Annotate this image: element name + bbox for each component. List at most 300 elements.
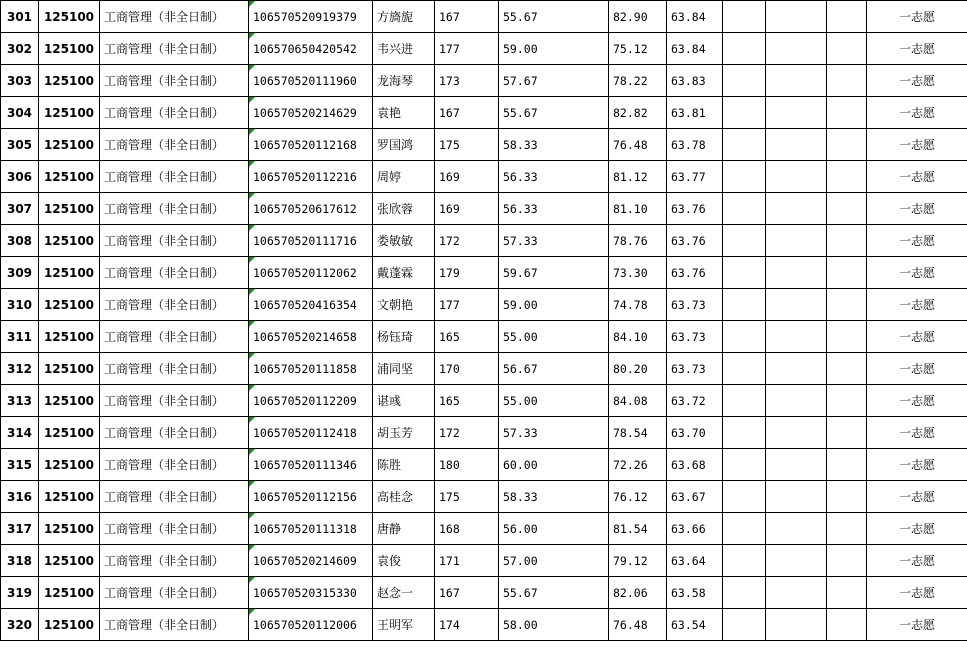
student-name-cell[interactable]: 文朝艳 bbox=[373, 289, 435, 321]
student-name-cell[interactable]: 韦兴进 bbox=[373, 33, 435, 65]
empty-cell[interactable] bbox=[827, 193, 867, 225]
initial-score-cell[interactable]: 179 bbox=[435, 257, 499, 289]
major-name-cell[interactable]: 工商管理（非全日制） bbox=[100, 1, 249, 33]
row-index-cell[interactable]: 304 bbox=[1, 97, 39, 129]
total-score-cell[interactable]: 63.77 bbox=[667, 161, 723, 193]
candidate-id-cell[interactable] bbox=[249, 321, 373, 353]
initial-score-cell[interactable]: 165 bbox=[435, 321, 499, 353]
converted-score-cell[interactable]: 58.00 bbox=[499, 609, 609, 641]
empty-cell[interactable] bbox=[827, 1, 867, 33]
empty-cell[interactable] bbox=[766, 193, 827, 225]
row-index-cell[interactable]: 315 bbox=[1, 449, 39, 481]
converted-score-cell[interactable]: 55.67 bbox=[499, 577, 609, 609]
candidate-id-cell[interactable] bbox=[249, 385, 373, 417]
empty-cell[interactable] bbox=[723, 1, 766, 33]
total-score-cell[interactable]: 63.76 bbox=[667, 193, 723, 225]
initial-score-cell[interactable]: 174 bbox=[435, 609, 499, 641]
major-name-cell[interactable]: 工商管理（非全日制） bbox=[100, 417, 249, 449]
retest-score-cell[interactable]: 79.12 bbox=[609, 545, 667, 577]
total-score-cell[interactable]: 63.78 bbox=[667, 129, 723, 161]
row-index-cell[interactable]: 301 bbox=[1, 1, 39, 33]
empty-cell[interactable] bbox=[766, 129, 827, 161]
initial-score-cell[interactable]: 172 bbox=[435, 225, 499, 257]
initial-score-cell[interactable]: 180 bbox=[435, 449, 499, 481]
empty-cell[interactable] bbox=[766, 97, 827, 129]
empty-cell[interactable] bbox=[766, 65, 827, 97]
major-code-cell[interactable]: 125100 bbox=[39, 33, 100, 65]
empty-cell[interactable] bbox=[827, 449, 867, 481]
preference-cell[interactable]: 一志愿 bbox=[867, 225, 967, 257]
major-name-cell[interactable]: 工商管理（非全日制） bbox=[100, 449, 249, 481]
preference-cell[interactable]: 一志愿 bbox=[867, 577, 967, 609]
converted-score-cell[interactable]: 57.33 bbox=[499, 225, 609, 257]
initial-score-cell[interactable]: 173 bbox=[435, 65, 499, 97]
total-score-cell[interactable]: 63.64 bbox=[667, 545, 723, 577]
text-format-indicator-icon bbox=[249, 321, 255, 327]
empty-cell[interactable] bbox=[766, 481, 827, 513]
preference-cell[interactable]: 一志愿 bbox=[867, 65, 967, 97]
empty-cell[interactable] bbox=[723, 609, 766, 641]
preference-cell[interactable]: 一志愿 bbox=[867, 609, 967, 641]
table-row bbox=[1, 257, 967, 289]
empty-cell[interactable] bbox=[766, 33, 827, 65]
empty-cell[interactable] bbox=[723, 321, 766, 353]
major-name-cell[interactable]: 工商管理（非全日制） bbox=[100, 353, 249, 385]
candidate-id-text: 106570520214629 bbox=[253, 105, 357, 120]
empty-cell[interactable] bbox=[723, 545, 766, 577]
empty-cell[interactable] bbox=[766, 225, 827, 257]
major-name-cell[interactable]: 工商管理（非全日制） bbox=[100, 161, 249, 193]
candidate-id-cell[interactable] bbox=[249, 449, 373, 481]
major-code-cell[interactable]: 125100 bbox=[39, 609, 100, 641]
retest-score-cell[interactable]: 73.30 bbox=[609, 257, 667, 289]
student-name-cell[interactable]: 娄敏敏 bbox=[373, 225, 435, 257]
total-score-cell[interactable]: 63.76 bbox=[667, 225, 723, 257]
preference-cell[interactable]: 一志愿 bbox=[867, 321, 967, 353]
total-score-cell[interactable]: 63.66 bbox=[667, 513, 723, 545]
initial-score-cell[interactable]: 172 bbox=[435, 417, 499, 449]
converted-score-cell[interactable]: 55.67 bbox=[499, 1, 609, 33]
total-score-cell[interactable]: 63.68 bbox=[667, 449, 723, 481]
text-format-indicator-icon bbox=[249, 385, 255, 391]
initial-score-cell[interactable]: 177 bbox=[435, 289, 499, 321]
retest-score-cell[interactable]: 80.20 bbox=[609, 353, 667, 385]
table-row bbox=[1, 513, 967, 545]
retest-score-cell[interactable]: 82.90 bbox=[609, 1, 667, 33]
student-name-cell[interactable]: 浦同坚 bbox=[373, 353, 435, 385]
empty-cell[interactable] bbox=[766, 385, 827, 417]
initial-score-cell[interactable]: 169 bbox=[435, 161, 499, 193]
candidate-id-cell[interactable] bbox=[249, 257, 373, 289]
text-format-indicator-icon bbox=[249, 225, 255, 231]
retest-score-cell[interactable]: 78.76 bbox=[609, 225, 667, 257]
empty-cell[interactable] bbox=[723, 161, 766, 193]
empty-cell[interactable] bbox=[827, 513, 867, 545]
candidate-id-cell[interactable] bbox=[249, 193, 373, 225]
candidate-id-cell[interactable] bbox=[249, 65, 373, 97]
empty-cell[interactable] bbox=[723, 449, 766, 481]
retest-score-cell[interactable]: 76.48 bbox=[609, 609, 667, 641]
candidate-id-cell[interactable] bbox=[249, 289, 373, 321]
empty-cell[interactable] bbox=[723, 481, 766, 513]
total-score-cell[interactable]: 63.58 bbox=[667, 577, 723, 609]
empty-cell[interactable] bbox=[827, 577, 867, 609]
converted-score-cell[interactable]: 56.67 bbox=[499, 353, 609, 385]
candidate-id-cell[interactable] bbox=[249, 513, 373, 545]
converted-score-cell[interactable]: 59.00 bbox=[499, 33, 609, 65]
major-name-cell[interactable]: 工商管理（非全日制） bbox=[100, 545, 249, 577]
preference-cell[interactable]: 一志愿 bbox=[867, 385, 967, 417]
student-name-cell[interactable]: 唐静 bbox=[373, 513, 435, 545]
total-score-cell[interactable]: 63.72 bbox=[667, 385, 723, 417]
table-row bbox=[1, 1, 967, 33]
retest-score-cell[interactable]: 84.10 bbox=[609, 321, 667, 353]
major-code-cell[interactable]: 125100 bbox=[39, 65, 100, 97]
empty-cell[interactable] bbox=[723, 353, 766, 385]
candidate-id-cell[interactable] bbox=[249, 353, 373, 385]
initial-score-cell[interactable]: 167 bbox=[435, 97, 499, 129]
converted-score-cell[interactable]: 56.00 bbox=[499, 513, 609, 545]
major-code-cell[interactable]: 125100 bbox=[39, 353, 100, 385]
empty-cell[interactable] bbox=[766, 321, 827, 353]
empty-cell[interactable] bbox=[723, 65, 766, 97]
empty-cell[interactable] bbox=[766, 577, 827, 609]
major-name-cell[interactable]: 工商管理（非全日制） bbox=[100, 97, 249, 129]
initial-score-cell[interactable]: 169 bbox=[435, 193, 499, 225]
major-name-cell[interactable]: 工商管理（非全日制） bbox=[100, 609, 249, 641]
empty-cell[interactable] bbox=[827, 161, 867, 193]
converted-score-cell[interactable]: 59.67 bbox=[499, 257, 609, 289]
candidate-id-text: 106570520112168 bbox=[253, 137, 357, 152]
major-name-cell[interactable]: 工商管理（非全日制） bbox=[100, 193, 249, 225]
major-code-cell[interactable]: 125100 bbox=[39, 481, 100, 513]
preference-cell[interactable]: 一志愿 bbox=[867, 513, 967, 545]
candidate-id-cell[interactable] bbox=[249, 545, 373, 577]
total-score-cell[interactable]: 63.73 bbox=[667, 353, 723, 385]
empty-cell[interactable] bbox=[827, 545, 867, 577]
retest-score-cell[interactable]: 76.48 bbox=[609, 129, 667, 161]
candidate-id-text: 106570520112418 bbox=[253, 425, 357, 440]
candidate-id-text: 106570520111716 bbox=[253, 233, 357, 248]
retest-score-cell[interactable]: 84.08 bbox=[609, 385, 667, 417]
retest-score-cell[interactable]: 81.12 bbox=[609, 161, 667, 193]
empty-cell[interactable] bbox=[827, 321, 867, 353]
empty-cell[interactable] bbox=[766, 353, 827, 385]
candidate-id-cell[interactable] bbox=[249, 33, 373, 65]
empty-cell[interactable] bbox=[827, 289, 867, 321]
empty-cell[interactable] bbox=[766, 417, 827, 449]
text-format-indicator-icon bbox=[249, 33, 255, 39]
retest-score-cell[interactable]: 78.22 bbox=[609, 65, 667, 97]
empty-cell[interactable] bbox=[766, 513, 827, 545]
total-score-cell[interactable]: 63.73 bbox=[667, 321, 723, 353]
candidate-id-text: 106570520919379 bbox=[253, 9, 357, 24]
row-index-cell[interactable]: 313 bbox=[1, 385, 39, 417]
major-code-cell[interactable]: 125100 bbox=[39, 577, 100, 609]
table-row bbox=[1, 481, 967, 513]
retest-score-cell[interactable]: 82.06 bbox=[609, 577, 667, 609]
empty-cell[interactable] bbox=[723, 97, 766, 129]
candidate-id-cell[interactable] bbox=[249, 225, 373, 257]
initial-score-cell[interactable]: 168 bbox=[435, 513, 499, 545]
major-name-cell[interactable]: 工商管理（非全日制） bbox=[100, 65, 249, 97]
converted-score-cell[interactable]: 55.00 bbox=[499, 321, 609, 353]
candidate-id-text: 106570520112156 bbox=[253, 489, 357, 504]
empty-cell[interactable] bbox=[723, 193, 766, 225]
major-code-cell[interactable]: 125100 bbox=[39, 225, 100, 257]
initial-score-cell[interactable]: 175 bbox=[435, 129, 499, 161]
total-score-cell[interactable]: 63.84 bbox=[667, 1, 723, 33]
row-index-cell[interactable]: 303 bbox=[1, 65, 39, 97]
empty-cell[interactable] bbox=[723, 577, 766, 609]
preference-cell[interactable]: 一志愿 bbox=[867, 97, 967, 129]
candidate-id-text: 106570520315330 bbox=[253, 585, 357, 600]
major-code-cell[interactable]: 125100 bbox=[39, 321, 100, 353]
major-code-cell[interactable]: 125100 bbox=[39, 97, 100, 129]
converted-score-cell[interactable]: 56.33 bbox=[499, 193, 609, 225]
table-row bbox=[1, 417, 967, 449]
student-name-cell[interactable]: 龙海琴 bbox=[373, 65, 435, 97]
major-code-cell[interactable]: 125100 bbox=[39, 513, 100, 545]
converted-score-cell[interactable]: 55.00 bbox=[499, 385, 609, 417]
major-name-cell[interactable]: 工商管理（非全日制） bbox=[100, 129, 249, 161]
major-code-cell[interactable]: 125100 bbox=[39, 417, 100, 449]
total-score-cell[interactable]: 63.84 bbox=[667, 33, 723, 65]
row-index-cell[interactable]: 308 bbox=[1, 225, 39, 257]
table-row bbox=[1, 321, 967, 353]
text-format-indicator-icon bbox=[249, 97, 255, 103]
empty-cell[interactable] bbox=[723, 33, 766, 65]
major-name-cell[interactable]: 工商管理（非全日制） bbox=[100, 513, 249, 545]
student-name-cell[interactable]: 方旖旎 bbox=[373, 1, 435, 33]
candidate-id-text: 106570520214658 bbox=[253, 329, 357, 344]
major-code-cell[interactable]: 125100 bbox=[39, 257, 100, 289]
initial-score-cell[interactable]: 167 bbox=[435, 577, 499, 609]
student-name-cell[interactable]: 罗国鸿 bbox=[373, 129, 435, 161]
empty-cell[interactable] bbox=[766, 257, 827, 289]
empty-cell[interactable] bbox=[723, 417, 766, 449]
retest-score-cell[interactable]: 75.12 bbox=[609, 33, 667, 65]
initial-score-cell[interactable]: 165 bbox=[435, 385, 499, 417]
retest-score-cell[interactable]: 81.10 bbox=[609, 193, 667, 225]
converted-score-cell[interactable]: 56.33 bbox=[499, 161, 609, 193]
total-score-cell[interactable]: 63.67 bbox=[667, 481, 723, 513]
initial-score-cell[interactable]: 175 bbox=[435, 481, 499, 513]
major-code-cell[interactable]: 125100 bbox=[39, 289, 100, 321]
row-index-cell[interactable]: 310 bbox=[1, 289, 39, 321]
student-name-cell[interactable]: 谌彧 bbox=[373, 385, 435, 417]
preference-cell[interactable]: 一志愿 bbox=[867, 545, 967, 577]
converted-score-cell[interactable]: 55.67 bbox=[499, 97, 609, 129]
candidate-id-cell[interactable] bbox=[249, 609, 373, 641]
student-name-cell[interactable]: 周婷 bbox=[373, 161, 435, 193]
row-index-cell[interactable]: 306 bbox=[1, 161, 39, 193]
major-code-cell[interactable]: 125100 bbox=[39, 385, 100, 417]
empty-cell[interactable] bbox=[827, 257, 867, 289]
preference-cell[interactable]: 一志愿 bbox=[867, 481, 967, 513]
preference-cell[interactable]: 一志愿 bbox=[867, 161, 967, 193]
retest-score-cell[interactable]: 72.26 bbox=[609, 449, 667, 481]
preference-cell[interactable]: 一志愿 bbox=[867, 353, 967, 385]
table-row bbox=[1, 609, 967, 641]
major-code-cell[interactable]: 125100 bbox=[39, 161, 100, 193]
table-row bbox=[1, 97, 967, 129]
preference-cell[interactable]: 一志愿 bbox=[867, 193, 967, 225]
text-format-indicator-icon bbox=[249, 481, 255, 487]
candidate-id-text: 106570520214609 bbox=[253, 553, 357, 568]
major-code-cell[interactable]: 125100 bbox=[39, 545, 100, 577]
empty-cell[interactable] bbox=[766, 1, 827, 33]
major-code-cell[interactable]: 125100 bbox=[39, 129, 100, 161]
major-code-cell[interactable]: 125100 bbox=[39, 193, 100, 225]
converted-score-cell[interactable]: 58.33 bbox=[499, 129, 609, 161]
row-index-cell[interactable]: 302 bbox=[1, 33, 39, 65]
candidate-id-text: 106570520112006 bbox=[253, 617, 357, 632]
major-name-cell[interactable]: 工商管理（非全日制） bbox=[100, 385, 249, 417]
empty-cell[interactable] bbox=[723, 289, 766, 321]
student-name-cell[interactable]: 赵念一 bbox=[373, 577, 435, 609]
candidate-id-cell[interactable] bbox=[249, 481, 373, 513]
major-name-cell[interactable]: 工商管理（非全日制） bbox=[100, 33, 249, 65]
total-score-cell[interactable]: 63.81 bbox=[667, 97, 723, 129]
empty-cell[interactable] bbox=[827, 65, 867, 97]
table-row bbox=[1, 577, 967, 609]
student-name-cell[interactable]: 戴蓬霖 bbox=[373, 257, 435, 289]
empty-cell[interactable] bbox=[723, 225, 766, 257]
empty-cell[interactable] bbox=[766, 609, 827, 641]
preference-cell[interactable]: 一志愿 bbox=[867, 257, 967, 289]
candidate-id-text: 106570650420542 bbox=[253, 41, 357, 56]
preference-cell[interactable]: 一志愿 bbox=[867, 129, 967, 161]
empty-cell[interactable] bbox=[766, 545, 827, 577]
row-index-cell[interactable]: 317 bbox=[1, 513, 39, 545]
student-name-cell[interactable]: 杨钰琦 bbox=[373, 321, 435, 353]
retest-score-cell[interactable]: 76.12 bbox=[609, 481, 667, 513]
row-index-cell[interactable]: 320 bbox=[1, 609, 39, 641]
retest-score-cell[interactable]: 74.78 bbox=[609, 289, 667, 321]
empty-cell[interactable] bbox=[827, 33, 867, 65]
table-row bbox=[1, 129, 967, 161]
empty-cell[interactable] bbox=[827, 97, 867, 129]
candidate-id-cell[interactable] bbox=[249, 577, 373, 609]
retest-score-cell[interactable]: 81.54 bbox=[609, 513, 667, 545]
text-format-indicator-icon bbox=[249, 577, 255, 583]
preference-cell[interactable]: 一志愿 bbox=[867, 1, 967, 33]
row-index-cell[interactable]: 318 bbox=[1, 545, 39, 577]
preference-cell[interactable]: 一志愿 bbox=[867, 417, 967, 449]
empty-cell[interactable] bbox=[827, 417, 867, 449]
empty-cell[interactable] bbox=[723, 385, 766, 417]
row-index-cell[interactable]: 305 bbox=[1, 129, 39, 161]
converted-score-cell[interactable]: 60.00 bbox=[499, 449, 609, 481]
candidate-id-text: 106570520111960 bbox=[253, 73, 357, 88]
major-code-cell[interactable]: 125100 bbox=[39, 1, 100, 33]
candidate-id-text: 106570520111858 bbox=[253, 361, 357, 376]
empty-cell[interactable] bbox=[723, 129, 766, 161]
preference-cell[interactable]: 一志愿 bbox=[867, 33, 967, 65]
row-index-cell[interactable]: 311 bbox=[1, 321, 39, 353]
converted-score-cell[interactable]: 57.00 bbox=[499, 545, 609, 577]
major-name-cell[interactable]: 工商管理（非全日制） bbox=[100, 225, 249, 257]
major-name-cell[interactable]: 工商管理（非全日制） bbox=[100, 289, 249, 321]
major-code-cell[interactable]: 125100 bbox=[39, 449, 100, 481]
empty-cell[interactable] bbox=[723, 513, 766, 545]
major-name-cell[interactable]: 工商管理（非全日制） bbox=[100, 257, 249, 289]
converted-score-cell[interactable]: 58.33 bbox=[499, 481, 609, 513]
empty-cell[interactable] bbox=[827, 353, 867, 385]
initial-score-cell[interactable]: 177 bbox=[435, 33, 499, 65]
student-name-cell[interactable]: 陈胜 bbox=[373, 449, 435, 481]
candidate-id-text: 106570520111318 bbox=[253, 521, 357, 536]
empty-cell[interactable] bbox=[827, 385, 867, 417]
student-name-cell[interactable]: 胡玉芳 bbox=[373, 417, 435, 449]
initial-score-cell[interactable]: 170 bbox=[435, 353, 499, 385]
text-format-indicator-icon bbox=[249, 161, 255, 167]
empty-cell[interactable] bbox=[766, 161, 827, 193]
row-index-cell[interactable]: 309 bbox=[1, 257, 39, 289]
converted-score-cell[interactable]: 59.00 bbox=[499, 289, 609, 321]
empty-cell[interactable] bbox=[723, 257, 766, 289]
retest-score-cell[interactable]: 78.54 bbox=[609, 417, 667, 449]
total-score-cell[interactable]: 63.83 bbox=[667, 65, 723, 97]
empty-cell[interactable] bbox=[766, 449, 827, 481]
student-name-cell[interactable]: 高桂念 bbox=[373, 481, 435, 513]
text-format-indicator-icon bbox=[249, 609, 255, 615]
empty-cell[interactable] bbox=[827, 129, 867, 161]
total-score-cell[interactable]: 63.73 bbox=[667, 289, 723, 321]
student-name-cell[interactable]: 袁艳 bbox=[373, 97, 435, 129]
text-format-indicator-icon bbox=[249, 257, 255, 263]
empty-cell[interactable] bbox=[827, 481, 867, 513]
text-format-indicator-icon bbox=[249, 1, 255, 7]
empty-cell[interactable] bbox=[827, 609, 867, 641]
student-name-cell[interactable]: 袁俊 bbox=[373, 545, 435, 577]
total-score-cell[interactable]: 63.54 bbox=[667, 609, 723, 641]
candidate-id-text: 106570520617612 bbox=[253, 201, 357, 216]
candidate-id-cell[interactable] bbox=[249, 161, 373, 193]
text-format-indicator-icon bbox=[249, 129, 255, 135]
converted-score-cell[interactable]: 57.67 bbox=[499, 65, 609, 97]
row-index-cell[interactable]: 319 bbox=[1, 577, 39, 609]
empty-cell[interactable] bbox=[766, 289, 827, 321]
initial-score-cell[interactable]: 171 bbox=[435, 545, 499, 577]
converted-score-cell[interactable]: 57.33 bbox=[499, 417, 609, 449]
row-index-cell[interactable]: 312 bbox=[1, 353, 39, 385]
row-index-cell[interactable]: 316 bbox=[1, 481, 39, 513]
student-name-cell[interactable]: 王明军 bbox=[373, 609, 435, 641]
candidate-id-cell[interactable] bbox=[249, 97, 373, 129]
candidate-id-cell[interactable] bbox=[249, 1, 373, 33]
row-index-cell[interactable]: 314 bbox=[1, 417, 39, 449]
retest-score-cell[interactable]: 82.82 bbox=[609, 97, 667, 129]
major-name-cell[interactable]: 工商管理（非全日制） bbox=[100, 577, 249, 609]
major-name-cell[interactable]: 工商管理（非全日制） bbox=[100, 481, 249, 513]
empty-cell[interactable] bbox=[827, 225, 867, 257]
major-name-cell[interactable]: 工商管理（非全日制） bbox=[100, 321, 249, 353]
preference-cell[interactable]: 一志愿 bbox=[867, 289, 967, 321]
candidate-id-text: 106570520416354 bbox=[253, 297, 357, 312]
student-name-cell[interactable]: 张欣蓉 bbox=[373, 193, 435, 225]
total-score-cell[interactable]: 63.76 bbox=[667, 257, 723, 289]
total-score-cell[interactable]: 63.70 bbox=[667, 417, 723, 449]
candidate-id-cell[interactable] bbox=[249, 129, 373, 161]
table-row bbox=[1, 545, 967, 577]
candidate-id-text: 106570520112216 bbox=[253, 169, 357, 184]
row-index-cell[interactable]: 307 bbox=[1, 193, 39, 225]
initial-score-cell[interactable]: 167 bbox=[435, 1, 499, 33]
candidate-id-cell[interactable] bbox=[249, 417, 373, 449]
preference-cell[interactable]: 一志愿 bbox=[867, 449, 967, 481]
